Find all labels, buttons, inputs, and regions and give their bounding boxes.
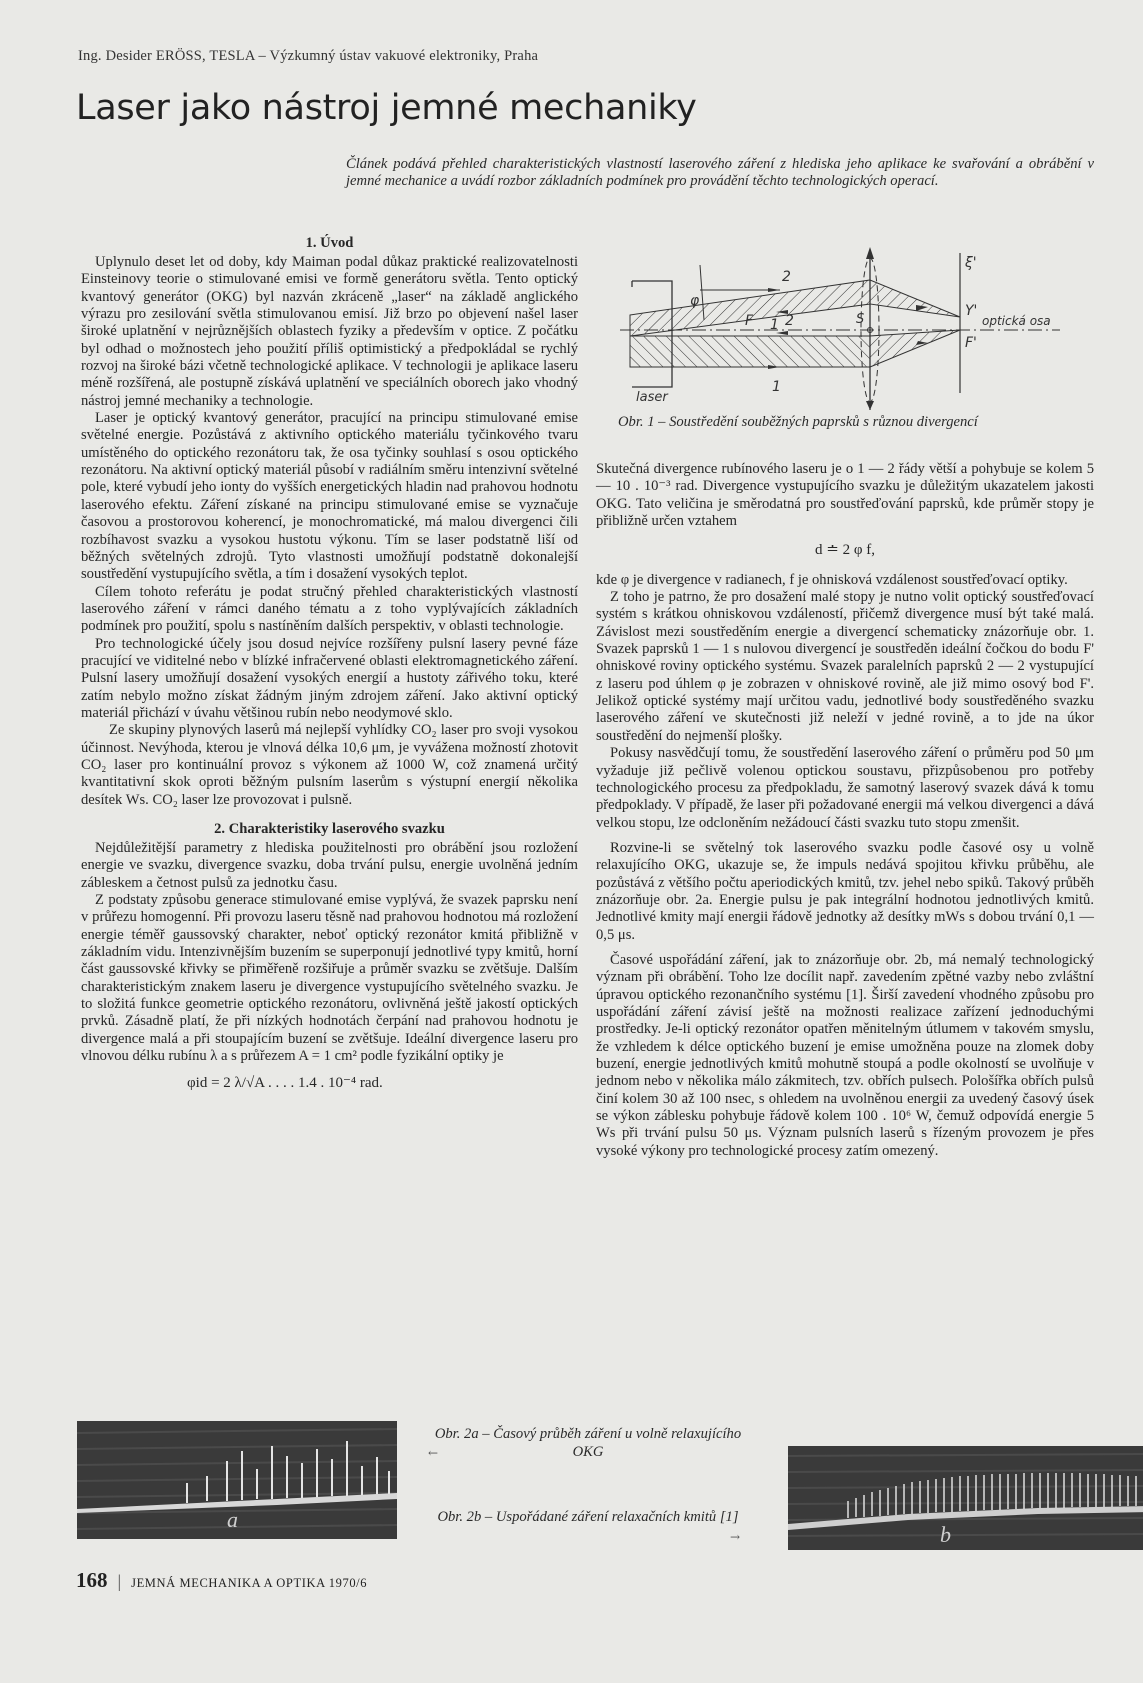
svg-text:optická osa: optická osa	[982, 314, 1051, 328]
svg-text:ξ': ξ'	[965, 255, 977, 271]
figure-1-beam-focusing-diagram	[620, 245, 1060, 410]
footer-separator: |	[117, 1571, 122, 1591]
paragraph: Pokusy nasvědčují tomu, že soustředění laserového záření o průměru pod 50 μm vyžaduje již pečlivě volenou optickou soustavu, přizpůsobenou pro potřeby technologického procesu za předpokladu, že samotný laserový svazek dává k tomu předpoklady. V případě, že laser při požadované energii má velkou divergenci a dává velkou stopu, lze odcloněním nežádoucí části svazku tuto stopu zmenšit.	[596, 745, 1094, 831]
optics-diagram-icon	[620, 245, 1060, 410]
laser-label: laser	[636, 390, 668, 405]
left-column	[81, 235, 578, 1097]
svg-text:F: F	[745, 313, 754, 329]
oscillogram-ordered-pulses-icon	[788, 1446, 1143, 1550]
figure-2a-oscillogram	[77, 1421, 397, 1539]
svg-text:Y': Y'	[965, 303, 978, 319]
figure-2b-label: b	[940, 1522, 951, 1547]
paragraph: Cílem tohoto referátu je podat stručný přehled charakteristických vlastností laserového záření v rámci daného tématu a z toho vyplývajících základních podmínek pro použití, spolu s nastíněním dalších perspektiv, v oblasti technologie.	[81, 583, 578, 635]
svg-text:S: S	[856, 312, 865, 327]
right-column	[596, 461, 1094, 1160]
section-heading-intro: 1. Úvod	[305, 235, 354, 251]
paragraph: Ze skupiny plynových laserů má nejlepší vyhlídky CO₂ laser pro svoji vysokou účinnost. Nevýhoda, kterou je vlnová délka 10,6 μm, je vyvážena možností zhotovit CO₂ laser pro kontinuální provoz s výkonem až 1000 W, což znamená určitý kvantitativní skok oproti běžným pulsním laserům s výstupní energií několika desítek Ws. CO₂ laser lze provozovat i pulsně.	[81, 722, 578, 808]
formula-ideal-divergence: φid = 2 λ/√A . . . . 1.4 . 10⁻⁴ rad.	[187, 1075, 383, 1092]
paragraph: Z toho je patrno, že pro dosažení malé stopy je nutno volit optický soustřeďovací systém s krátkou ohniskovou vzdáleností, přičemž divergence musí být také malá. Závislost mezi soustředěním energie a divergencí schematicky znázorňuje obr. 1. Svazek paprsků 1 — 1 s nulovou divergencí je soustředěn ideální čočkou do bodu F' ohniskové roviny optického systému. Svazek paralelních paprsků 2 — 2 vystupující z laseru pod úhlem φ je zobrazen v ohniskové rovině, ale již mimo osový bod F'. Jelikož optické systémy mají určitou vadu, jednotlivé body soustředěného svazku laserového záření ve skutečnosti již neleží v jedné rovině, a to jde na úkor soustředění do nejmenší plošky.	[596, 589, 1094, 744]
article-title: Laser jako nástroj jemné mechaniky	[76, 88, 697, 128]
arrow-right-icon: →	[730, 1530, 741, 1544]
svg-text:F': F'	[965, 335, 977, 351]
author-byline: Ing. Desider ERÖSS, TESLA – Výzkumný ústav vakuové elektroniky, Praha	[78, 48, 539, 64]
figure-2b-caption: Obr. 2b – Uspořádané záření relaxačních kmitů [1]	[437, 1509, 739, 1525]
paragraph: Nejdůležitější parametry z hlediska použitelnosti pro obrábění jsou rozložení energie ve svazku, divergence svazku, doba trvání pulsu, energie uvolněná jedním zábleskem a četnost pulsů za jednotku času.	[81, 840, 578, 891]
figure-2a-label: a	[227, 1507, 238, 1532]
formula-spot-diameter: d ≐ 2 φ f,	[815, 542, 875, 559]
paragraph: Z podstaty způsobu generace stimulované emise vyplývá, že svazek paprsku není v průřezu homogenní. Při provozu laseru těsně nad prahovou hodnotou má rozložení energie téměř gaussovský charakter, neboť optický rezonátor kmitá přibližně v základním vidu. Intenzivnějším buzením se superponují jednotlivé typy kmitů, horní část gaussovské křivky se přiměřeně rozšiřuje a průměr svazku se zvětšuje. Dalším charakteristickým znakem laseru je divergence vystupujícího světelného svazku. Je to složitá funkce geometrie optického rezonátoru, ovlivněná ještě jakostí optických prvků. Zásadně platí, že při nízkých hodnotách čerpání nad prahovou hodnotu je divergence malá a při stoupajícím buzení se zvětšuje. Ideální divergence laseru pro vlnovou délku rubínu λ a s průřezem A = 1 cm² podle fyzikální optiky je	[81, 892, 578, 1065]
article-abstract: Článek podává přehled charakteristických vlastností laserového záření z hlediska jeho aplikace ke svařování a obrábění v jemné mechanice a uvádí rozbor základních podmínek pro provádění těchto technologických operací.	[346, 156, 1094, 189]
paragraph: Skutečná divergence rubínového laseru je o 1 — 2 řády větší a pohybuje se kolem 5 — 10 . 10⁻³ rad. Divergence vystupujícího svazku je důležitým ukazatelem jakosti OKG. Tato veličina je směrodatná pro soustřeďování paprsků, kde průměr stopy je přibližně určen vztahem	[596, 461, 1094, 530]
paragraph: Laser je optický kvantový generátor, pracující na principu stimulované emise světelné energie. Pozůstává z aktivního optického materiálu tyčinkového tvaru umístěného do optického rezonátoru tak, že osa tyčinky souhlasí s osou optického rezonátoru. Na aktivní optický materiál působí v radiálním směru intenzivní světelné pole, které vybudí jeho ionty do vyšších energetických hladin nad prahovou hodnotu laserového efektu. Záření získané na principu stimulované emise se vyznačuje časovou a prostorovou koherencí, je monochromatické, má malou divergenci čili rozbíhavost svazku a vysokou hustotu výkonu. Tím se laser podstatně liší od běžných světelných zdrojů. Tyto vlastnosti umožňují podstatně dokonalejší soustředění vystupujícího světla, a tím i dosažení vysokých teplot.	[81, 410, 578, 583]
figure-1-caption: Obr. 1 – Soustředění souběžných paprsků s různou divergencí	[618, 414, 978, 430]
svg-text:2: 2	[785, 313, 794, 329]
paragraph: kde φ je divergence v radianech, f je ohnisková vzdálenost soustřeďovací optiky.	[596, 571, 1068, 588]
svg-text:2: 2	[782, 269, 791, 285]
svg-text:1: 1	[770, 317, 779, 333]
paragraph: Rozvine-li se světelný tok laserového svazku podle časové osy u volně relaxujícího OKG, ukazuje se, že impuls nedává spojitou křivku průběhu, ale pozůstává z většího počtu aperiodických kmitů, tzv. jehel nebo spiků. Takový průběh znázorňuje obr. 2a. Energie pulsu je pak integrální hodnotou jednotlivých kmitů. Jednotlivé kmity mají energii řádově jednotky až desítky mWs s dobou trvání 0,1 — 0,5 μs.	[596, 839, 1094, 943]
arrow-left-icon: ←	[428, 1446, 439, 1460]
section-heading-beam-characteristics: 2. Charakteristiky laserového svazku	[214, 821, 445, 837]
paragraph: Pro technologické účely jsou dosud nejvíce rozšířeny pulsní lasery pevné fáze pracující ve viditelné nebo v blízké infračervené oblasti elektromagnetického záření. Pulsní lasery umožňují dosažení vysokých energií a hustoty zářivého toku, které zatím nebylo možno získat žádným jiným zdrojem záření. Jako aktivní optický materiál přichází v úvahu většinou rubín nebo neodymové sklo.	[81, 635, 578, 721]
page-number: 168	[76, 1568, 108, 1592]
figure-2b-oscillogram	[788, 1446, 1143, 1550]
figure-2a-caption: Obr. 2a – Časový průběh záření u volně relaxujícího OKG	[434, 1426, 742, 1460]
paragraph: Časové uspořádání záření, jak to znázorňuje obr. 2b, má nemalý technologický význam při obrábění. Toho lze docílit např. zavedením zpětné vazby nebo zvláštní úpravou optického rezonančního systému [1]. Širší zavedení vhodného způsobu pro uspořádání záření závisí ještě na možnosti realizace zařízení jednoduchými prostředky. Je-li optický rezonátor opatřen měnitelným útlumem v takovém smyslu, že vzhledem k délce optického buzení je emise umožněna pouze na zlomek doby buzení, energie jednotlivých kmitů mohutně stoupá a podle okolností se uvolňuje v jednom nebo v několika málo zákmitech, tzv. obřích pulsech. Pološířka obřích pulsů činí kolem 30 až 100 nsec, s ohledem na uvolněnou energii za uvedený časový úsek se výkon záblesku pohybuje řádově kolem 100 . 10⁶ W, čemuž odpovídá energie 5 Ws při trvání pulsu 50 μs. Význam pulsních laserů s řízeným provozem je přes vysoké výkony pro technologické procesy zatím omezený.	[596, 951, 1094, 1159]
paragraph: Uplynulo deset let od doby, kdy Maiman podal důkaz praktické realizovatelnosti Einsteinovy teorie o stimulované emisi ve formě generátoru světla. Tento optický kvantový generátor (OKG) byl nazván zkráceně „laser“ na základě anglického výrazu pro zesilování světla stimulovanou emisí. Již brzo po objevení našel laser široké uplatnění v nejrůznějších oblastech fyziky a především v optice. Z počátku byl odhad o možnostech jeho použití příliš optimistický a předpokládal se rychlý rozvoj na široké bázi včetně technologické aplikace. V technologii je aplikace laseru méně rozšířená, ale postupně získává uplatnění ve speciálních oborech jako vhodný nástroj jemné mechaniky a technologie.	[81, 254, 578, 409]
svg-text:φ: φ	[690, 293, 700, 309]
journal-name: JEMNÁ MECHANIKA A OPTIKA 1970/6	[131, 1576, 368, 1590]
svg-text:1: 1	[772, 379, 781, 395]
page-footer	[76, 1568, 367, 1593]
